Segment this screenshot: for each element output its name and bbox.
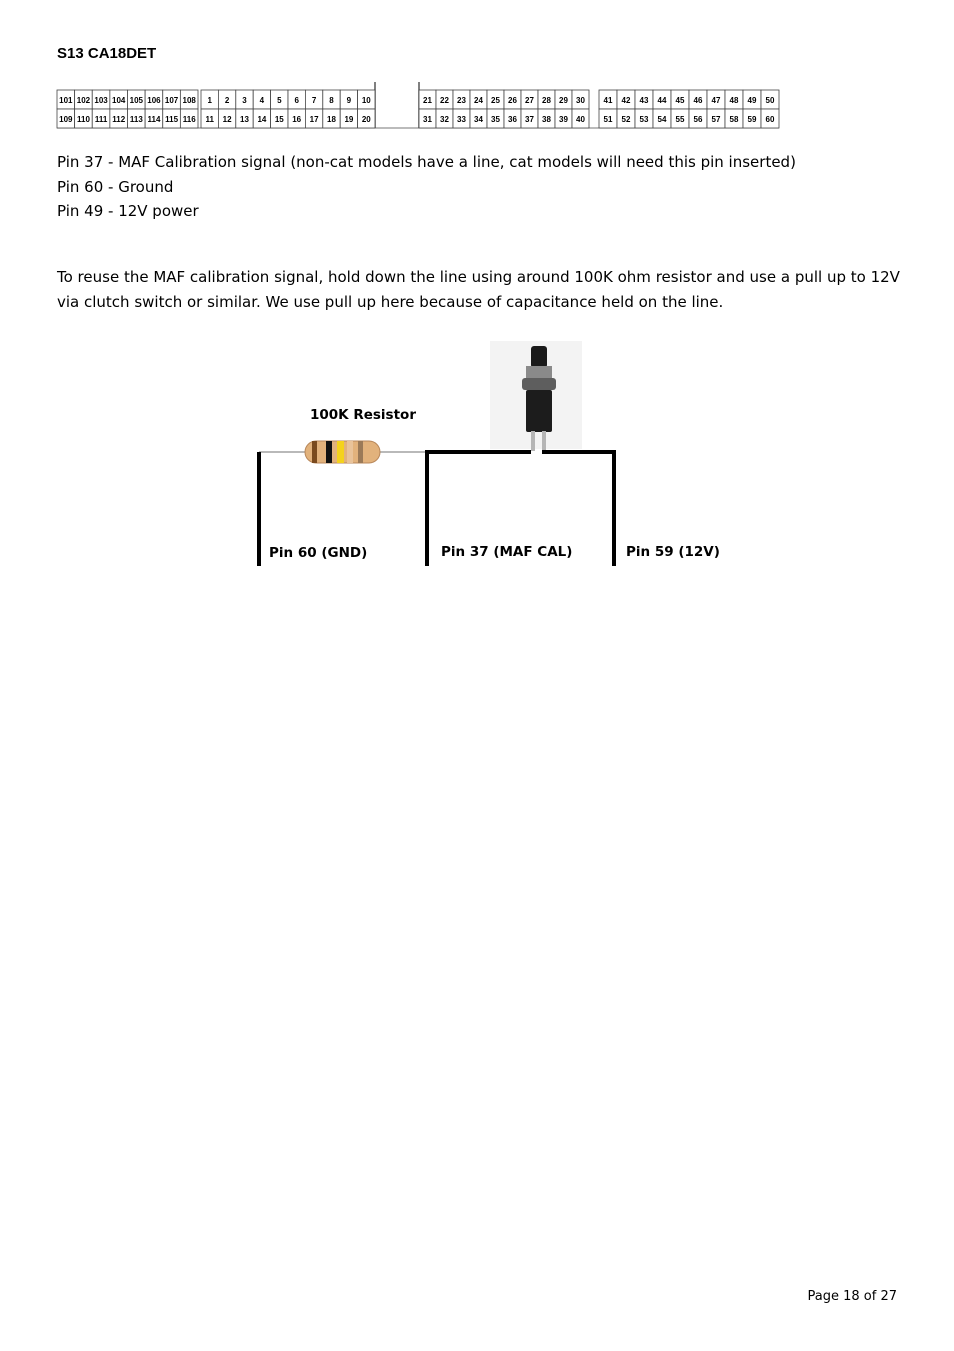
pin-cell-label: 52 [621, 115, 631, 124]
pin-cell-label: 42 [621, 96, 631, 105]
pin-cell-label: 53 [639, 115, 649, 124]
pin-cell-label: 104 [112, 96, 126, 105]
label-pin-60-gnd: Pin 60 (GND) [269, 545, 368, 561]
pin-cell-label: 13 [240, 115, 249, 124]
pin-cell-label: 103 [94, 96, 108, 105]
pin-cell-label: 22 [440, 96, 449, 105]
pin-cell-label: 26 [508, 96, 517, 105]
pin-cell-label: 101 [59, 96, 73, 105]
pin-cell-label: 31 [423, 115, 432, 124]
pin-cell-label: 18 [327, 115, 336, 124]
pin-cell-label: 35 [491, 115, 500, 124]
pin-cell-label: 105 [129, 96, 143, 105]
pin-cell-label: 1 [207, 96, 212, 105]
pin-cell-label: 3 [242, 96, 247, 105]
pin-cell-label: 110 [76, 115, 90, 124]
pin-cell-label: 44 [657, 96, 667, 105]
pin-line-maf: Pin 37 - MAF Calibration signal (non-cat models have a line, cat models will need this pin inserted) [57, 153, 796, 171]
section-heading: S13 CA18DET [57, 45, 157, 62]
pin-cell-label: 8 [329, 96, 334, 105]
page-footer: Page 18 of 27 [807, 1289, 897, 1304]
pin-cell-label: 115 [165, 115, 179, 124]
pin-cell-label: 40 [576, 115, 585, 124]
pin-cell-label: 9 [346, 96, 352, 105]
pin-cell-label: 15 [274, 115, 284, 124]
pin-cell-label: 29 [559, 96, 568, 105]
pin-cell-label: 102 [76, 96, 91, 105]
pin-cell-label: 14 [257, 115, 267, 124]
resistor-icon [305, 441, 380, 463]
pin-cell-label: 60 [765, 115, 775, 124]
pin-cell-label: 109 [59, 115, 73, 124]
pin-description-list [57, 150, 796, 224]
push-button-switch-icon [490, 341, 582, 451]
pin-cell-label: 49 [747, 96, 757, 105]
pin-cell-label: 17 [309, 115, 319, 124]
pin-cell-label: 34 [474, 115, 483, 124]
pin-cell-label: 58 [729, 115, 739, 124]
pin-cell-label: 6 [294, 96, 299, 105]
pin-cell-label: 16 [292, 115, 302, 124]
pin-cell-label: 113 [129, 115, 143, 124]
pin-line-power: Pin 49 - 12V power [57, 202, 199, 220]
pin-cell-label: 51 [603, 115, 613, 124]
pin-cell-label: 24 [474, 96, 483, 105]
pin-cell-label: 38 [542, 115, 551, 124]
pin-cell-label: 47 [711, 96, 721, 105]
pin-cell-label: 25 [491, 96, 500, 105]
pin-cell-label: 46 [693, 96, 703, 105]
label-pin-37-maf: Pin 37 (MAF CAL) [441, 544, 573, 560]
pin-cell-label: 116 [182, 115, 196, 124]
pin-cell-label: 2 [224, 96, 230, 105]
connector-pinout-grid [57, 82, 779, 130]
pin-cell-label: 28 [542, 96, 551, 105]
pin-cell-label: 10 [361, 96, 371, 105]
pin-cell-label: 36 [508, 115, 517, 124]
pin-cell-label: 107 [164, 96, 179, 105]
pin-cell-label: 23 [457, 96, 466, 105]
pin-cell-label: 32 [440, 115, 449, 124]
pin-cell-label: 7 [311, 96, 317, 105]
pin-cell-label: 55 [675, 115, 685, 124]
pin-cell-label: 4 [259, 96, 265, 105]
pin-cell-label: 108 [182, 96, 196, 105]
pin-cell-label: 112 [112, 115, 126, 124]
pin-cell-label: 45 [675, 96, 685, 105]
pin-cell-label: 59 [747, 115, 757, 124]
pin-cell-label: 50 [765, 96, 775, 105]
pin-cell-label: 5 [277, 96, 282, 105]
resistor-label: 100K Resistor [310, 407, 416, 423]
explanation-paragraph: To reuse the MAF calibration signal, hold down the line using around 100K ohm resistor and use a pull up to 12V via clutch switch or similar. We use pull up here because of capacitance held on the line. [57, 268, 900, 311]
pin-cell-label: 56 [693, 115, 703, 124]
pin-cell-label: 11 [205, 115, 214, 124]
pin-cell-label: 30 [576, 96, 585, 105]
pin-cell-label: 20 [361, 115, 371, 124]
pin-cell-label: 114 [147, 115, 161, 124]
pin-cell-label: 12 [222, 115, 232, 124]
pin-cell-label: 48 [729, 96, 739, 105]
pin-cell-label: 54 [657, 115, 667, 124]
pin-cell-label: 41 [603, 96, 613, 105]
label-pin-59-12v: Pin 59 (12V) [626, 544, 720, 560]
pin-cell-label: 111 [94, 115, 108, 124]
pin-cell-label: 43 [639, 96, 649, 105]
pin-cell-label: 33 [457, 115, 466, 124]
pin-cell-label: 57 [711, 115, 721, 124]
pin-cell-label: 37 [525, 115, 534, 124]
pin-line-ground: Pin 60 - Ground [57, 177, 174, 196]
pin-cell-label: 39 [559, 115, 568, 124]
pin-cell-label: 19 [344, 115, 354, 124]
pin-cell-label: 27 [525, 96, 534, 105]
wiring-diagram [250, 338, 720, 570]
pin-cell-label: 21 [423, 96, 432, 105]
pin-cell-label: 106 [147, 96, 161, 105]
